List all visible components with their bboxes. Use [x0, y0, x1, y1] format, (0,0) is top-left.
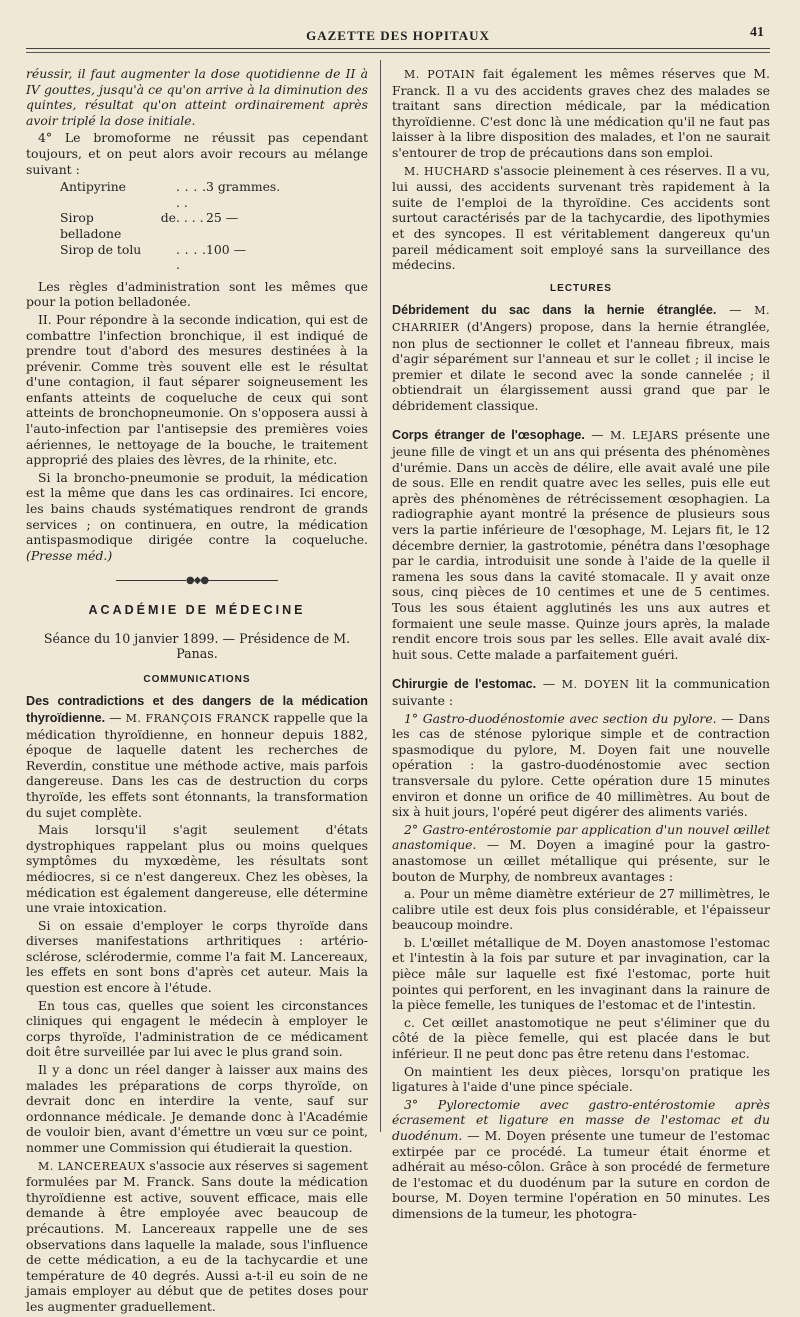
paragraph: Des contradictions et des dangers de la médication thyroïdienne. — M. FRANÇOIS FRANCK rappelle que la médication thyroïdienne, en honneur depuis 1882, époque de laquelle datent les recherches de Reverdin, constitue une méthode active, mais parfois dangereuse. Dans les cas de destruction du corps thyroïde, les effets sont étonnants, la transformation du sujet complète. — [26, 694, 368, 820]
subsection-heading: COMMUNICATIONS — [143, 673, 251, 685]
paragraph — [392, 163, 770, 273]
paragraph-text: Si la broncho-pneumonie se produit, la médication est la même que dans les cas ordinaires. Ici encore, les bains chauds systématiques rendront de grands services ; on continuera, en outre, la médication antispasmodique dirigée contre la coqueluche. — [26, 469, 368, 548]
author-name: M. POTAIN — [404, 68, 476, 81]
paragraph: b. L'œillet métallique de M. Doyen anastomose l'estomac et l'intestin à la fois par suture et par invagination, car la pièce mâle sur laquelle est fixé l'estomac, porte huit pointes qui perforent, en les invaginant dans la rainure de la pièce femelle, les tuniques de l'estomac et de l'intestin. — [392, 934, 770, 1013]
page-header — [26, 25, 770, 45]
article-title: Débridement du sac dans la hernie étranglée. — [392, 303, 717, 318]
paragraph: Les règles d'administration sont les mêmes que pour la potion belladonée. — [26, 278, 368, 310]
header-rule — [26, 48, 770, 49]
paragraph-heading: 3° Pylorectomie avec gastro-entérostomie après écrasement et ligature en masse de l'estomac et du duodénum. — [392, 1096, 770, 1143]
paragraph: Chirurgie de l'estomac. — M. DOYEN lit la communication suivante : — [392, 676, 770, 708]
paragraph: II. Pour répondre à la seconde indication, qui est de combattre l'infection bronchique, il est indiqué de prendre tout d'abord des mesures destinées à la prévenir. Comme très souvent elle est le résultat d'une contagion, il faut séparer soigneusement les enfants atteints de coqueluche de ceux qui sont atteints de bronchopneumonie. On s'opposera aussi à l'auto-infection par l'antisepsie des premières voies aériennes, le nettoyage de la bouche, le traitement approprié des plaies des lèvres, de la rhinite, etc. — [26, 311, 368, 468]
ingredient-name: Sirop de tolu — [60, 241, 142, 257]
paragraph — [392, 66, 770, 161]
author-name: M. DOYEN — [561, 678, 630, 692]
right-column — [392, 66, 770, 1224]
paragraph: c. Cet œillet anastomotique ne peut s'éliminer que du côté de la pièce femelle, qui est placée dans le but inférieur. Il ne peut donc pas être retenu dans l'estomac. — [392, 1014, 770, 1062]
column-divider — [380, 60, 381, 1132]
leader-dots: . . . . . — [176, 241, 206, 273]
paragraph-text: réussir, il faut augmenter la dose quotidienne de II à IV gouttes, jusqu'à ce qu'on arrive à la diminution des quintes, résultat qu'on atteint ordinairement après avoir triplé la dose initiale. — [26, 66, 368, 128]
paragraph — [26, 66, 368, 128]
article-title: Corps étranger de l'œsophage. — [392, 428, 585, 443]
paragraph: Corps étranger de l'œsophage. — M. LEJARS présente une jeune fille de vingt et un ans qui présenta des phénomènes d'urémie. Dans un accès de délire, elle avait avalé une pile de sous. Elle en rendit quatre avec les selles, puis elle eut après des phénomènes de rétrécissement œsophagien. La radiographie ayant montré la présence de plusieurs sous vers la partie inférieure de l'œsophage, M. Lejars fit, le 12 décembre dernier, la gastrotomie, pénétra dans l'œsophage par le cardia, introduisit une sonde à l'aide de la quelle il ramena les sous dans la cavité stomacale. Il y avait onze sous, cinq pièces de 10 centimes et une de 5 centimes. Tous les sous étaient agglutinés les uns aux autres et formaient une seule masse. Quinze jours après, la malade rendit encore trois sous par les selles. Elle avait avalé dix-huit sous. Cette malade a parfaitement guéri. — [392, 427, 770, 662]
paragraph: Si on essaie d'employer le corps thyroïde dans diverses manifestations arthritiques : artério-sclérose, sclérodermie, comme l'a fait M. Lancereaux, les effets en sont bons d'après cet auteur. Mais la question est encore à l'étude. — [26, 917, 368, 996]
journal-title: GAZETTE DES HOPITAUX — [306, 28, 490, 43]
paragraph-heading: 2° Gastro-entérostomie par application d'un nouvel œillet anastomique. — [392, 821, 770, 853]
paragraph: 4° Le bromoforme ne réussit pas cependant toujours, et on peut alors avoir recours au mélange suivant : — [26, 130, 368, 177]
paragraph: En tous cas, quelles que soient les circonstances cliniques qui engagent le médecin à employer le corps thyroïde, l'administration de ce médicament doit être surveillée par lui avec le plus grand soin. — [26, 997, 368, 1060]
ingredient-name: Sirop de belladone — [60, 210, 176, 241]
paragraph-text: — Dans les cas de sténose pylorique simple et de contraction spasmodique du pylore, M. Doyen fait une nouvelle opération : la gastro-duodénostomie avec section transversale du pylore. Cette opération dure 15 minutes environ et donne un orifice de 40 millimètres. Au bout de six à huit jours, l'opéré peut digérer des aliments variés. — [392, 710, 770, 820]
article-title: Chirurgie de l'estomac. — [392, 677, 537, 692]
paragraph-text: s'associe aux réserves si sagement formulées par M. Franck. Sans doute la médication thyroïdienne est active, souvent efficace, mais elle demande à être employée avec beaucoup de précautions. M. Lancereaux rappelle une de ses observations dans laquelle la malade, sous l'influence de cette médication, a eu de la tachycardie et une température de 40 degrés. Aussi a-t-il eu soin de ne jamais employer au début que de petites doses pour les augmenter graduellement. — [26, 1157, 368, 1314]
paragraph — [392, 1097, 770, 1222]
paragraph: Débridement du sac dans la hernie étranglée. — M. CHARRIER (d'Angers) propose, dans la hernie étranglée, non plus de sectionner le collet et l'anneau fibreux, mais d'agir séparément sur l'anneau et sur le collet ; il incise le premier et dilate le second avec la sonde cannelée ; il obtiendrait un élargissement aussi grand que par le débridement classique. — [392, 302, 770, 413]
author-name: M. LEJARS — [610, 429, 679, 443]
author-name: M. LANCEREAUX — [38, 1159, 146, 1173]
ingredient-quantity: 100 — — [206, 241, 246, 257]
paragraph-text: lit la communication suivante : — [392, 676, 770, 708]
paragraph: On maintient les deux pièces, lorsqu'on pratique les ligatures à l'aide d'une pince spéciale. — [392, 1063, 770, 1095]
paragraph-text: s'associe pleinement à ces réserves. Il a vu, lui aussi, des accidents survenant très rapidement à la suite de l'emploi de la thyroïdine. Ces accidents sont surtout caractérisés par de la tachycardie, des lipothymies et des syncopes. Il est véritablement dangereux qu'un pareil médicament soit employé sans la surveillance des médecins. — [392, 162, 770, 273]
leader-dots: . . . . — [176, 210, 204, 226]
paragraph — [392, 711, 770, 820]
paragraph: Mais lorsqu'il s'agit seulement d'états dystrophiques rappelant plus ou moins quelques symptômes du myxœdème, les résultats sont médiocres, si ce n'est dangereux. Chez les obèses, la médication est également dangereuse, elle détermine une vraie intoxication. — [26, 822, 368, 916]
paragraph-text: présente une jeune fille de vingt et un ans qui présenta des phénomènes d'urémie. Dans un accès de délire, elle avait avalé une pile de sous. Elle en rendit quatre avec les selles, puis elle eut après des phénomènes de rétrécissement œsophagien. La radiographie ayant montré la présence de plusieurs sous vers la partie inférieure de l'œsophage, M. Lejars fit, le 12 décembre dernier, la gastrotomie, pénétra dans l'œsophage par le cardia, introduisit une sonde à l'aide de la quelle il ramena les sous dans la cavité stomacale. Il y avait onze sous, cinq pièces de 10 centimes et une de 5 centimes. Tous les sous étaient agglutinés les uns aux autres et formaient une seule masse. Quinze jours après, la malade rendit encore trois sous par les selles. Elle avait avalé dix-huit sous. Cette malade a parfaitement guéri. — [392, 427, 770, 662]
author-name: M. CHARRIER — [392, 304, 770, 334]
leader-dots: . . . . . . — [176, 179, 206, 210]
section-ornament: ●◆● — [26, 573, 368, 589]
author-name: M. HUCHARD — [404, 164, 490, 178]
ingredient-quantity: 3 grammes. — [206, 179, 281, 195]
paragraph: a. Pour un même diamètre extérieur de 27 millimètres, le calibre utile est deux fois plus considérable, et l'épaisseur beaucoup moindre. — [392, 886, 770, 933]
source-citation: (Presse méd.) — [26, 547, 113, 563]
recipe-row — [60, 210, 368, 241]
paragraph-text: — M. Doyen a imaginé pour la gastro-anastomose un œillet métallique qui présente, sur le bouton de Murphy, de nombreux avantages : — [392, 837, 770, 884]
subsection-heading: LECTURES — [550, 282, 612, 294]
paragraph — [392, 822, 770, 884]
ingredient-quantity: 25 — — [206, 210, 239, 226]
section-title: ACADÉMIE DE MÉDECINE — [88, 603, 306, 617]
paragraph-text: — M. Doyen présente une tumeur de l'estomac extirpée par ce procédé. La tumeur était énorme et adhérait au méso-côlon. Grâce à son procédé de fermeture de l'estomac et du duodénum par la suture en cordon de bourse, M. Doyen termine l'opération en 50 minutes. Les dimensions de la tumeur, les photogra- — [392, 1128, 770, 1221]
recipe-row — [60, 242, 368, 273]
paragraph: Il y a donc un réel danger à laisser aux mains des malades les préparations de corps thyroïde, on devrait donc en interdire la vente, sauf sur ordonnance médicale. Je demande donc à l'Académie de vouloir bien, avant d'émettre un vœu sur ce point, nommer une Commission qui étudierait la question. — [26, 1062, 368, 1155]
recipe-row — [60, 179, 368, 210]
paragraph — [26, 470, 368, 564]
page-number: 41 — [750, 25, 764, 40]
header-rule-secondary — [26, 52, 770, 53]
prescription-recipe — [60, 179, 368, 273]
paragraph-text: fait également les mêmes réserves que M. Franck. Il a vu des accidents graves chez des malades se traitant sans direction médicale, par la médication thyroïdienne. C'est donc là une médication qu'il ne faut pas laisser à la libre disposition des malades, et l'on ne saurait s'entourer de trop de précautions dans son emploi. — [392, 66, 770, 160]
author-name: M. FRANÇOIS FRANCK — [125, 711, 270, 725]
paragraph — [26, 1158, 368, 1315]
ingredient-name: Antipyrine — [60, 179, 127, 195]
article-title: Des contradictions et des dangers de la médication thyroïdienne. — [26, 694, 368, 725]
paragraph-heading: 1° Gastro-duodénostomie avec section du pylore. — [404, 710, 717, 726]
paragraph-text: rappelle que la médication thyroïdienne, en honneur depuis 1882, époque de laquelle datent les recherches de Reverdin, constitue une méthode active, mais parfois dangereuse. Dans les cas de destruction du corps thyroïde, les effets sont étonnants, la transformation du sujet complète. — [26, 709, 368, 820]
left-column — [26, 66, 368, 1317]
paragraph-text: (d'Angers) propose, dans la hernie étranglée, non plus de sectionner le collet et l'anneau fibreux, mais d'agir séparément sur l'anneau et sur le collet ; il incise le premier et dilate le second avec la sonde cannelée ; il obtiendrait un élargissement aussi grand que par le débridement classique. — [392, 318, 770, 413]
session-line: Séance du 10 janvier 1899. — Présidence de M. Panas. — [43, 630, 351, 662]
